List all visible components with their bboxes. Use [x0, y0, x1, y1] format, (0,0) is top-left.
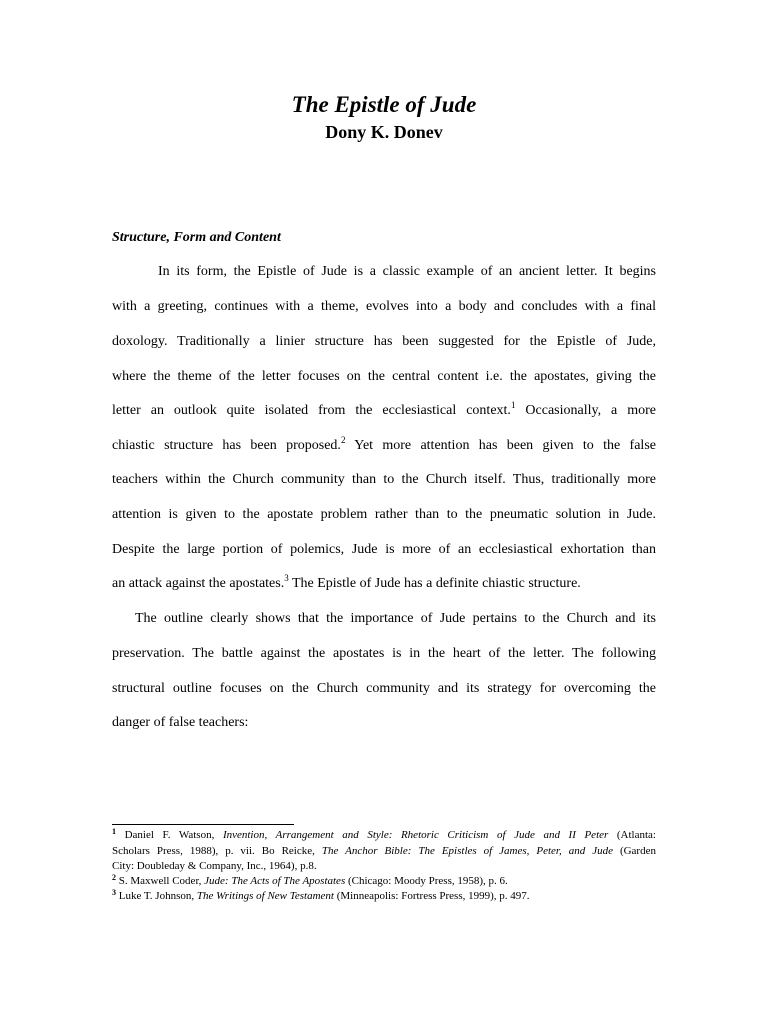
text-run: doxology. Traditionally a linier structure has been suggested for the Epistle of Jude, [112, 334, 656, 349]
footnote-marker: 2 [112, 873, 116, 882]
citation-title: Invention, Arrangement and Style: Rhetoric Criticism of Jude and II Peter [222, 829, 609, 841]
text-run: The Epistle of Jude has a definite chiastic structure. [288, 576, 581, 591]
body-line [112, 297, 656, 317]
document-title: The Epistle of Jude [291, 92, 477, 117]
text-run: (Minneapolis: Fortress Press, 1999), p. 497. [333, 890, 530, 902]
footnote-line [112, 874, 656, 889]
text-run: with a greeting, continues with a theme, evolves into a body and concludes with a final [112, 299, 656, 314]
text-run: (Atlanta: [608, 829, 656, 841]
text-run: teachers within the Church community than to the Church itself. Thus, traditionally more [112, 472, 656, 487]
text-run: chiastic structure has been proposed. [112, 438, 341, 453]
body-line [112, 332, 656, 352]
text-run: letter an outlook quite isolated from the ecclesiastical context. [112, 403, 511, 418]
footnote-marker: 3 [284, 573, 289, 583]
text-run: preservation. The battle against the apostates is in the heart of the letter. The following [112, 646, 656, 661]
body-line [112, 540, 656, 560]
text-run: (Chicago: Moody Press, 1958), p. 6. [345, 875, 508, 887]
text-run: Daniel F. Watson, [116, 829, 223, 841]
footnote-line [112, 859, 656, 874]
document-author: Dony K. Donev [325, 122, 443, 142]
text-run: attention is given to the apostate problem rather than to the pneumatic solution in Jude. [112, 507, 656, 522]
footnote-line [112, 889, 656, 904]
citation-title: The Anchor Bible: The Epistles of James, Peter, and Jude [321, 845, 613, 857]
section-heading: Structure, Form and Content [112, 230, 281, 245]
citation-title: Jude: The Acts of The Apostates [204, 875, 346, 887]
text-run: structural outline focuses on the Church community and its strategy for overcoming the [112, 681, 656, 696]
body-line [112, 713, 656, 733]
text-run: where the theme of the letter focuses on the central content i.e. the apostates, giving the [112, 369, 656, 384]
body-line [112, 644, 656, 664]
citation-title: The Writings of New Testament [196, 890, 334, 902]
body-line [112, 367, 656, 387]
text-run: The outline clearly shows that the importance of Jude pertains to the Church and its [135, 611, 656, 626]
body-line [112, 401, 656, 421]
footnote-marker: 3 [112, 888, 116, 897]
body-line [112, 262, 656, 282]
text-run: Scholars Press, 1988), p. vii. Bo Reicke, [112, 845, 322, 857]
body-line [112, 609, 656, 629]
text-run: an attack against the apostates. [112, 576, 285, 591]
text-run: Yet more attention has been given to the false [345, 438, 656, 453]
text-run: danger of false teachers: [112, 715, 249, 730]
body-line [112, 436, 656, 456]
body-line [112, 470, 656, 490]
footnote-line [112, 828, 656, 843]
body-line [112, 679, 656, 699]
footnote-separator [112, 824, 294, 825]
text-run: S. Maxwell Coder, [116, 875, 205, 887]
text-run: Despite the large portion of polemics, Jude is more of an ecclesiastical exhortation than [112, 542, 656, 557]
body-line [112, 574, 656, 594]
text-run: City: Doubleday & Company, Inc., 1964), p.8. [112, 860, 317, 872]
body-line [112, 505, 656, 525]
text-run: (Garden [612, 845, 656, 857]
footnote-marker: 2 [340, 435, 346, 445]
text-run: Occasionally, a more [515, 403, 657, 418]
footnote-marker: 1 [510, 400, 516, 410]
text-run: Luke T. Johnson, [116, 890, 197, 902]
text-run: In its form, the Epistle of Jude is a classic example of an ancient letter. It begins [158, 264, 656, 279]
footnote-line [112, 844, 656, 859]
footnote-marker: 1 [112, 827, 116, 836]
